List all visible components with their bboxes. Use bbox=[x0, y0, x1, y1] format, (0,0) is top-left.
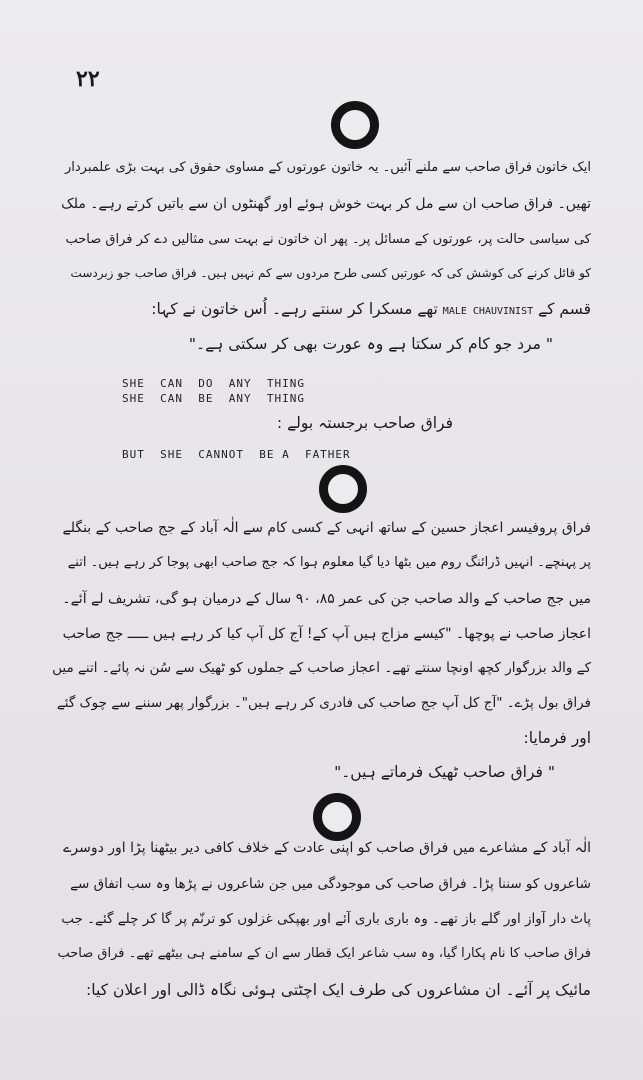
paragraph-3-line-5: مائیک پر آئے۔ ان مشاعروں کی طرف ایک اچٹتی ہوئی نگاہ ڈالی اور اعلان کیا: bbox=[86, 981, 591, 999]
line-5-prefix: قسم کے bbox=[538, 300, 591, 318]
paragraph-3-line-3: پاٹ دار آواز اور گلے باز تھے۔ وہ باری باری آئے اور بھپکی غزلوں کو ترنّم پر گا کر چلے گئے۔ جب bbox=[61, 911, 591, 927]
paragraph-2-line-3: میں جج صاحب کے والد صاحب جن کی عمر ۸۵، ۹۰ سال کے درمیان ہو گی، تشریف لے آئے۔ bbox=[62, 591, 591, 607]
paragraph-3-line-2: شاعروں کو سننا پڑا۔ فراق صاحب کی موجودگی میں جن شاعروں نے پڑھا وہ سب اتفاق سے bbox=[70, 876, 591, 892]
binding-hole-top bbox=[331, 101, 379, 149]
binding-hole-middle bbox=[319, 465, 367, 513]
english-line-2: SHE CAN BE ANY THING bbox=[122, 392, 305, 405]
paragraph-1-line-2: تھیں۔ فراق صاحب ان سے مل کر بہت خوش ہوئے اور گھنٹوں ان سے باتیں کرتے رہے۔ ملک bbox=[61, 196, 591, 212]
paragraph-1-line-5 bbox=[151, 300, 591, 318]
paragraph-2-line-2: پر پہنچے۔ انہیں ڈرائنگ روم میں بٹھا دیا گیا معلوم ہوا کہ جج صاحب ابھی پوجا کر رہے ہیں۔ اتنے bbox=[67, 555, 591, 570]
paragraph-3-line-1: الٰہ آباد کے مشاعرے میں فراق صاحب کو اپنی عادت کے خلاف کافی دیر بیٹھنا پڑا اور دوسرے bbox=[63, 840, 591, 856]
quote-1: " مرد جو کام کر سکتا ہے وہ عورت بھی کر سکتی ہے۔" bbox=[188, 335, 553, 353]
page-number: ۲۲ bbox=[76, 66, 100, 92]
line-5-suffix: تھے مسکرا کر سنتے رہے۔ اُس خاتون نے کہا: bbox=[151, 300, 438, 318]
paragraph-2-line-7: اور فرمایا: bbox=[523, 729, 591, 747]
paragraph-2-line-5: کے والد بزرگوار کچھ اونچا سنتے تھے۔ اعجاز صاحب کے جملوں کو ٹھیک سے سُن نہ پائے۔ اتنے میں bbox=[52, 660, 591, 676]
paragraph-2-line-6: فراق بول پڑے۔ "آج کل آپ جج صاحب کی فادری کر رہے ہیں"۔ بزرگوار پھر سننے سے چوک گئے bbox=[56, 695, 591, 711]
quote-2: " فراق صاحب ٹھیک فرماتے ہیں۔" bbox=[334, 763, 555, 781]
paragraph-1-line-3: کی سیاسی حالت پر، عورتوں کے مسائل پر۔ پھر ان خاتون نے بہت سی مثالیں دے کر فراق صاحب bbox=[65, 232, 591, 247]
paragraph-2-line-1: فراق پروفیسر اعجاز حسین کے ساتھ انہی کے کسی کام سے الٰہ آباد کے جج صاحب کے بنگلے bbox=[62, 520, 591, 536]
binding-hole-bottom bbox=[313, 793, 361, 841]
paragraph-3-line-4: فراق صاحب کا نام پکارا گیا، وہ سب شاعر ایک قطار سے ان کے سامنے ہی بیٹھے تھے۔ فراق صاحب bbox=[57, 946, 591, 961]
english-line-1: SHE CAN DO ANY THING bbox=[122, 377, 305, 390]
english-line-3: BUT SHE CANNOT BE A FATHER bbox=[122, 448, 351, 461]
paragraph-2-line-4: اعجاز صاحب نے پوچھا۔ "کیسے مزاج ہیں آپ کے! آج کل آپ کیا کر رہے ہیں ـــــ جج صاحب bbox=[62, 626, 591, 642]
paragraph-1-line-1: ایک خاتون فراق صاحب سے ملنے آئیں۔ یہ خاتون عورتوں کے مساوی حقوق کی بہت بڑی علمبردار bbox=[64, 160, 591, 175]
english-term: MALE CHAUVINIST bbox=[442, 306, 534, 317]
paragraph-1-line-4: کو قائل کرنے کی کوشش کی کہ عورتیں کسی طرح مردوں سے کم نہیں ہیں۔ فراق صاحب جو زبردست bbox=[70, 266, 591, 280]
reply-intro: فراق صاحب برجستہ بولے : bbox=[276, 414, 453, 432]
